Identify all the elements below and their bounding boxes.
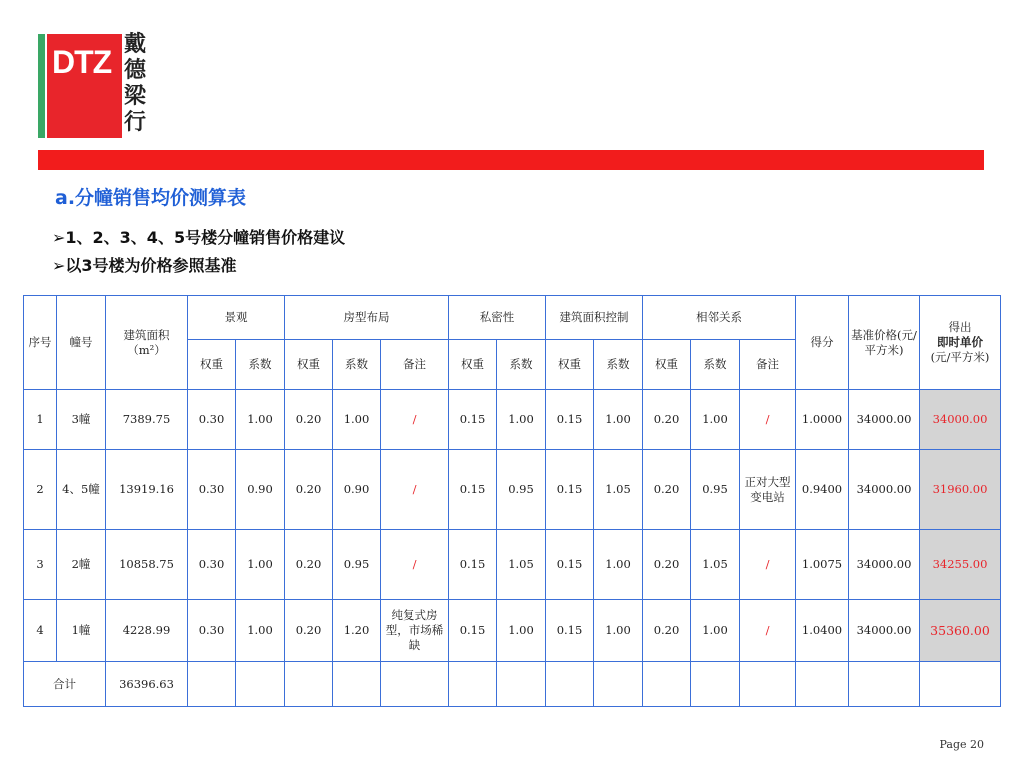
cell-seq: 2 bbox=[24, 450, 57, 530]
empty-cell bbox=[546, 662, 594, 707]
header-area-unit: （m²） bbox=[127, 342, 166, 357]
header-row bbox=[24, 296, 1001, 340]
cell-unit-price: 35360.00 bbox=[920, 600, 1001, 662]
cell-landscape-weight: 0.30 bbox=[188, 450, 236, 530]
cell-building: 2幢 bbox=[57, 530, 106, 600]
cell-layout-remark: 纯复式房型，市场稀缺 bbox=[381, 600, 449, 662]
arrow-bullet-icon: ➢ bbox=[52, 256, 66, 275]
header-score: 得分 bbox=[796, 296, 849, 390]
cell-layout-weight: 0.20 bbox=[285, 390, 333, 450]
header-red-band bbox=[38, 150, 984, 170]
table-row bbox=[24, 390, 1001, 450]
cell-base-price: 34000.00 bbox=[849, 530, 920, 600]
cell-base-price: 34000.00 bbox=[849, 600, 920, 662]
cell-area-control-weight: 0.15 bbox=[546, 530, 594, 600]
cell-adjacency-coef: 1.00 bbox=[691, 600, 740, 662]
cell-adjacency-weight: 0.20 bbox=[643, 530, 691, 600]
bullet-item bbox=[52, 225, 345, 248]
cell-unit-price: 34255.00 bbox=[920, 530, 1001, 600]
header-unit-price-l3: (元/平方米) bbox=[930, 350, 990, 364]
cell-privacy-coef: 1.00 bbox=[497, 600, 546, 662]
cell-seq: 1 bbox=[24, 390, 57, 450]
empty-cell bbox=[449, 662, 497, 707]
header-area-control: 建筑面积控制 bbox=[546, 296, 643, 340]
table-row bbox=[24, 530, 1001, 600]
empty-cell bbox=[691, 662, 740, 707]
cell-score: 1.0400 bbox=[796, 600, 849, 662]
header-building: 幢号 bbox=[57, 296, 106, 390]
cell-area: 7389.75 bbox=[106, 390, 188, 450]
cell-layout-remark: / bbox=[381, 390, 449, 450]
section-title: a.分幢销售均价测算表 bbox=[55, 187, 247, 209]
logo-green-bar bbox=[38, 34, 45, 138]
subheader-remark: 备注 bbox=[381, 340, 449, 390]
cell-adjacency-weight: 0.20 bbox=[643, 390, 691, 450]
cell-privacy-weight: 0.15 bbox=[449, 450, 497, 530]
subheader-coef: 系数 bbox=[691, 340, 740, 390]
cell-privacy-weight: 0.15 bbox=[449, 530, 497, 600]
cell-privacy-coef: 0.95 bbox=[497, 450, 546, 530]
cell-layout-coef: 0.90 bbox=[333, 450, 381, 530]
subheader-weight: 权重 bbox=[643, 340, 691, 390]
cell-area-control-coef: 1.00 bbox=[594, 600, 643, 662]
cell-area-control-coef: 1.00 bbox=[594, 390, 643, 450]
cell-area-control-weight: 0.15 bbox=[546, 600, 594, 662]
cell-area: 10858.75 bbox=[106, 530, 188, 600]
total-area: 36396.63 bbox=[106, 662, 188, 707]
subheader-weight: 权重 bbox=[449, 340, 497, 390]
header-unit-price-l1: 得出 bbox=[948, 320, 972, 334]
header-unit-price-l2: 即时单价 bbox=[937, 335, 983, 349]
cell-layout-coef: 1.20 bbox=[333, 600, 381, 662]
logo-char: 行 bbox=[124, 110, 147, 135]
cell-adjacency-weight: 0.20 bbox=[643, 450, 691, 530]
cell-layout-weight: 0.20 bbox=[285, 600, 333, 662]
cell-privacy-weight: 0.15 bbox=[449, 600, 497, 662]
cell-adjacency-remark: / bbox=[740, 390, 796, 450]
cell-area: 13919.16 bbox=[106, 450, 188, 530]
cell-base-price: 34000.00 bbox=[849, 390, 920, 450]
cell-landscape-coef: 1.00 bbox=[236, 530, 285, 600]
empty-cell bbox=[188, 662, 236, 707]
subheader-weight: 权重 bbox=[546, 340, 594, 390]
header-landscape: 景观 bbox=[188, 296, 285, 340]
bullet-text: 1、2、3、4、5号楼分幢销售价格建议 bbox=[65, 228, 346, 247]
cell-layout-remark: / bbox=[381, 530, 449, 600]
subheader-coef: 系数 bbox=[497, 340, 546, 390]
header-adjacency: 相邻关系 bbox=[643, 296, 796, 340]
subheader-coef: 系数 bbox=[236, 340, 285, 390]
cell-landscape-weight: 0.30 bbox=[188, 390, 236, 450]
cell-building: 1幢 bbox=[57, 600, 106, 662]
cell-score: 0.9400 bbox=[796, 450, 849, 530]
cell-adjacency-coef: 0.95 bbox=[691, 450, 740, 530]
empty-cell bbox=[796, 662, 849, 707]
cell-seq: 3 bbox=[24, 530, 57, 600]
cell-adjacency-coef: 1.00 bbox=[691, 390, 740, 450]
page-number: Page 20 bbox=[939, 738, 984, 751]
cell-landscape-coef: 0.90 bbox=[236, 450, 285, 530]
subheader-coef: 系数 bbox=[333, 340, 381, 390]
empty-cell bbox=[849, 662, 920, 707]
cell-layout-coef: 1.00 bbox=[333, 390, 381, 450]
arrow-bullet-icon: ➢ bbox=[52, 228, 66, 247]
cell-area-control-coef: 1.00 bbox=[594, 530, 643, 600]
cell-base-price: 34000.00 bbox=[849, 450, 920, 530]
subheader-weight: 权重 bbox=[285, 340, 333, 390]
header-base-price: 基准价格(元/平方米) bbox=[849, 296, 920, 390]
cell-building: 4、5幢 bbox=[57, 450, 106, 530]
cell-adjacency-remark: / bbox=[740, 600, 796, 662]
total-row bbox=[24, 662, 1001, 707]
cell-area-control-coef: 1.05 bbox=[594, 450, 643, 530]
cell-landscape-weight: 0.30 bbox=[188, 600, 236, 662]
cell-adjacency-weight: 0.20 bbox=[643, 600, 691, 662]
header-seq: 序号 bbox=[24, 296, 57, 390]
cell-unit-price: 34000.00 bbox=[920, 390, 1001, 450]
subheader-weight: 权重 bbox=[188, 340, 236, 390]
cell-seq: 4 bbox=[24, 600, 57, 662]
table-row bbox=[24, 600, 1001, 662]
total-label: 合计 bbox=[24, 662, 106, 707]
cell-score: 1.0000 bbox=[796, 390, 849, 450]
header-area bbox=[106, 296, 188, 390]
header-area-label: 建筑面积 bbox=[123, 327, 170, 342]
cell-layout-remark: / bbox=[381, 450, 449, 530]
cell-layout-coef: 0.95 bbox=[333, 530, 381, 600]
cell-privacy-weight: 0.15 bbox=[449, 390, 497, 450]
cell-layout-weight: 0.20 bbox=[285, 450, 333, 530]
cell-landscape-weight: 0.30 bbox=[188, 530, 236, 600]
cell-building: 3幢 bbox=[57, 390, 106, 450]
logo-brand-text: DTZ bbox=[52, 44, 112, 80]
empty-cell bbox=[497, 662, 546, 707]
header-privacy: 私密性 bbox=[449, 296, 546, 340]
price-table bbox=[23, 295, 1001, 707]
bullet-text: 以3号楼为价格参照基准 bbox=[65, 256, 237, 275]
logo-char: 梁 bbox=[124, 84, 147, 109]
cell-adjacency-remark: / bbox=[740, 530, 796, 600]
cell-area: 4228.99 bbox=[106, 600, 188, 662]
empty-cell bbox=[285, 662, 333, 707]
empty-cell bbox=[381, 662, 449, 707]
empty-cell bbox=[740, 662, 796, 707]
subheader-remark: 备注 bbox=[740, 340, 796, 390]
subheader-coef: 系数 bbox=[594, 340, 643, 390]
header-layout: 房型布局 bbox=[285, 296, 449, 340]
cell-privacy-coef: 1.05 bbox=[497, 530, 546, 600]
logo-chinese-name bbox=[124, 32, 164, 136]
cell-privacy-coef: 1.00 bbox=[497, 390, 546, 450]
table-row bbox=[24, 450, 1001, 530]
cell-score: 1.0075 bbox=[796, 530, 849, 600]
cell-landscape-coef: 1.00 bbox=[236, 390, 285, 450]
cell-landscape-coef: 1.00 bbox=[236, 600, 285, 662]
empty-cell bbox=[594, 662, 643, 707]
empty-cell bbox=[920, 662, 1001, 707]
empty-cell bbox=[333, 662, 381, 707]
cell-adjacency-remark: 正对大型变电站 bbox=[740, 450, 796, 530]
cell-layout-weight: 0.20 bbox=[285, 530, 333, 600]
empty-cell bbox=[236, 662, 285, 707]
logo-char: 戴 bbox=[124, 32, 147, 57]
empty-cell bbox=[643, 662, 691, 707]
header-unit-price bbox=[920, 296, 1001, 390]
cell-unit-price: 31960.00 bbox=[920, 450, 1001, 530]
bullet-item bbox=[52, 253, 237, 276]
cell-area-control-weight: 0.15 bbox=[546, 390, 594, 450]
logo-char: 德 bbox=[124, 58, 147, 83]
cell-adjacency-coef: 1.05 bbox=[691, 530, 740, 600]
cell-area-control-weight: 0.15 bbox=[546, 450, 594, 530]
